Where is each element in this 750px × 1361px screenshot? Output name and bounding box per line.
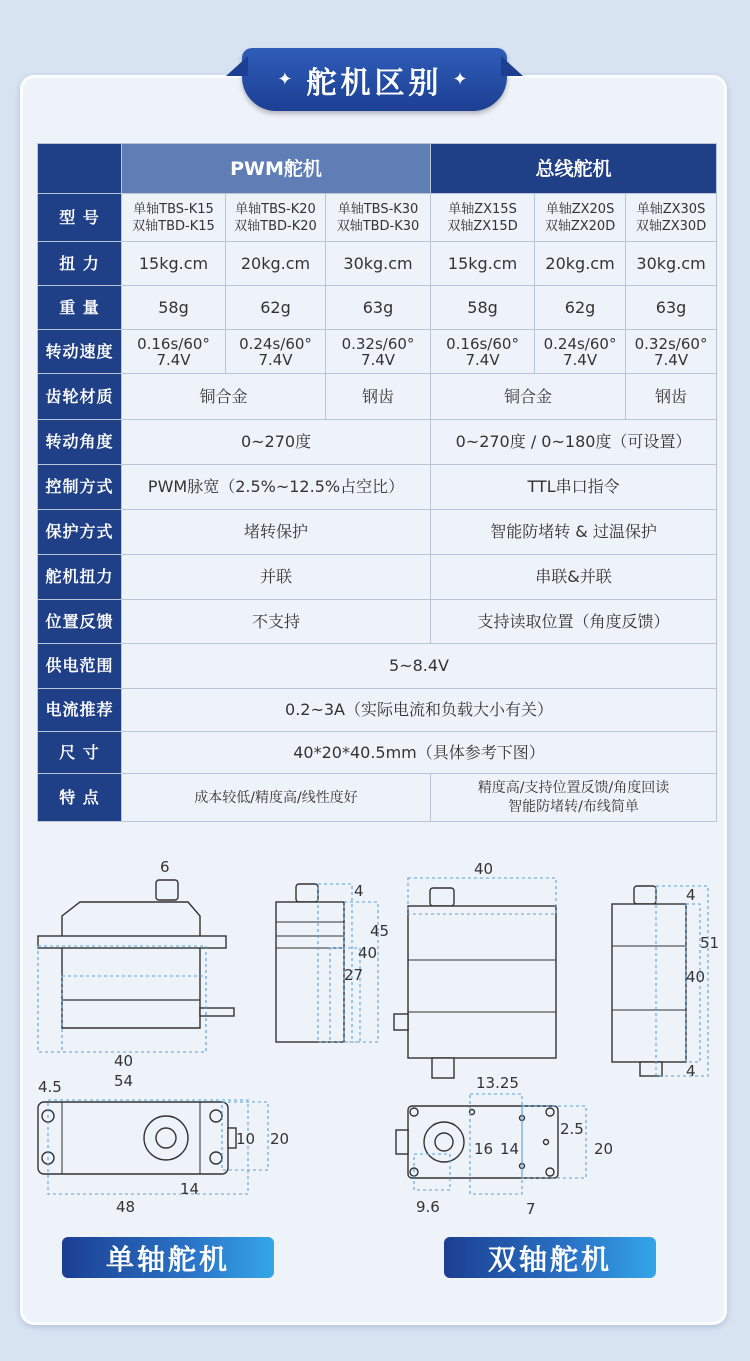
gear-cell: 铜合金 [122, 374, 326, 420]
dim-label: 48 [116, 1198, 136, 1216]
model-cell: 单轴TBS-K30 双轴TBD-K30 [326, 194, 431, 242]
model-cell: 单轴ZX15S 双轴ZX15D [431, 194, 535, 242]
protect-bus: 智能防堵转 & 过温保护 [431, 510, 717, 555]
dual-bottom-view [396, 1074, 613, 1218]
speed-cell: 0.32s/60° 7.4V [326, 330, 431, 374]
current-cell: 0.2~3A（实际电流和负载大小有关） [122, 689, 717, 732]
feature-pwm: 成本较低/精度高/线性度好 [122, 774, 431, 822]
dim-label: 20 [270, 1130, 290, 1148]
dim-label: 16 [474, 1140, 494, 1158]
size-cell: 40*20*40.5mm（具体参考下图） [122, 732, 717, 774]
dim-label: 40 [686, 968, 706, 986]
label-torque-mode: 舵机扭力 [38, 555, 122, 600]
dim-label: 4 [686, 886, 696, 904]
dim-label: 45 [370, 922, 390, 940]
weight-cell: 62g [226, 286, 326, 330]
model-cell: 单轴ZX30S 双轴ZX30D [626, 194, 717, 242]
dual-axis-label: 双轴舵机 [444, 1237, 656, 1278]
weight-cell: 58g [431, 286, 535, 330]
weight-cell: 63g [626, 286, 717, 330]
speed-cell: 0.24s/60° 7.4V [226, 330, 326, 374]
torque-mode-bus: 串联&并联 [431, 555, 717, 600]
speed-cell: 0.32s/60° 7.4V [626, 330, 717, 374]
gear-cell: 钢齿 [326, 374, 431, 420]
page-title-tab [242, 48, 507, 111]
label-model: 型 号 [38, 194, 122, 242]
dim-label: 54 [114, 1072, 134, 1090]
header-corner [38, 144, 122, 194]
weight-cell: 63g [326, 286, 431, 330]
feedback-bus: 支持读取位置（角度反馈） [431, 600, 717, 644]
label-size: 尺 寸 [38, 732, 122, 774]
dim-label: 27 [344, 966, 364, 984]
label-control: 控制方式 [38, 465, 122, 510]
label-feedback: 位置反馈 [38, 600, 122, 644]
sparkle-icon: ✦ [452, 69, 472, 90]
speed-cell: 0.24s/60° 7.4V [535, 330, 626, 374]
gear-cell: 钢齿 [626, 374, 717, 420]
single-front-view [38, 858, 234, 1090]
header-pwm: PWM舵机 [122, 144, 431, 194]
label-speed: 转动速度 [38, 330, 122, 374]
dim-label: 40 [358, 944, 378, 962]
dim-label: 10 [236, 1130, 256, 1148]
label-protect: 保护方式 [38, 510, 122, 555]
control-bus: TTL串口指令 [431, 465, 717, 510]
dim-label: 4 [686, 1062, 696, 1080]
single-side-view [276, 882, 389, 1042]
dim-label: 4 [354, 882, 364, 900]
dim-label: 14 [180, 1180, 200, 1198]
dimension-drawings [0, 850, 750, 1235]
dim-label: 2.5 [560, 1120, 584, 1138]
model-cell: 单轴TBS-K20 双轴TBD-K20 [226, 194, 326, 242]
torque-cell: 30kg.cm [326, 242, 431, 286]
feature-bus: 精度高/支持位置反馈/角度回读 智能防堵转/布线简单 [431, 774, 717, 822]
dim-label: 6 [160, 858, 170, 876]
angle-bus: 0~270度 / 0~180度（可设置） [431, 420, 717, 465]
torque-mode-pwm: 并联 [122, 555, 431, 600]
gear-cell: 铜合金 [431, 374, 626, 420]
label-gear: 齿轮材质 [38, 374, 122, 420]
torque-cell: 15kg.cm [431, 242, 535, 286]
torque-cell: 20kg.cm [226, 242, 326, 286]
label-feature: 特 点 [38, 774, 122, 822]
dual-front-view [394, 860, 556, 1078]
angle-pwm: 0~270度 [122, 420, 431, 465]
model-cell: 单轴ZX20S 双轴ZX20D [535, 194, 626, 242]
dim-label: 40 [114, 1052, 134, 1070]
dim-label: 14 [500, 1140, 520, 1158]
dim-label: 7 [526, 1200, 536, 1218]
header-bus: 总线舵机 [431, 144, 717, 194]
label-power: 供电范围 [38, 644, 122, 689]
dual-side-view [612, 886, 719, 1080]
dim-label: 51 [700, 934, 720, 952]
output-shaft [156, 880, 178, 900]
dim-label: 40 [474, 860, 494, 878]
weight-cell: 58g [122, 286, 226, 330]
dim-label: 13.25 [476, 1074, 519, 1092]
torque-cell: 30kg.cm [626, 242, 717, 286]
protect-pwm: 堵转保护 [122, 510, 431, 555]
single-axis-label: 单轴舵机 [62, 1237, 274, 1278]
label-angle: 转动角度 [38, 420, 122, 465]
torque-cell: 20kg.cm [535, 242, 626, 286]
label-weight: 重 量 [38, 286, 122, 330]
comparison-table [37, 143, 717, 822]
control-pwm: PWM脉宽（2.5%~12.5%占空比） [122, 465, 431, 510]
label-current: 电流推荐 [38, 689, 122, 732]
sparkle-icon: ✦ [277, 69, 297, 90]
weight-cell: 62g [535, 286, 626, 330]
dim-label: 4.5 [38, 1078, 62, 1096]
speed-cell: 0.16s/60° 7.4V [431, 330, 535, 374]
page-title: 舵机区别 [306, 65, 443, 101]
dim-label: 9.6 [416, 1198, 440, 1216]
torque-cell: 15kg.cm [122, 242, 226, 286]
single-bottom-view [38, 1078, 289, 1216]
model-cell: 单轴TBS-K15 双轴TBD-K15 [122, 194, 226, 242]
dim-label: 20 [594, 1140, 614, 1158]
power-cell: 5~8.4V [122, 644, 717, 689]
speed-cell: 0.16s/60° 7.4V [122, 330, 226, 374]
label-torque: 扭 力 [38, 242, 122, 286]
feedback-pwm: 不支持 [122, 600, 431, 644]
